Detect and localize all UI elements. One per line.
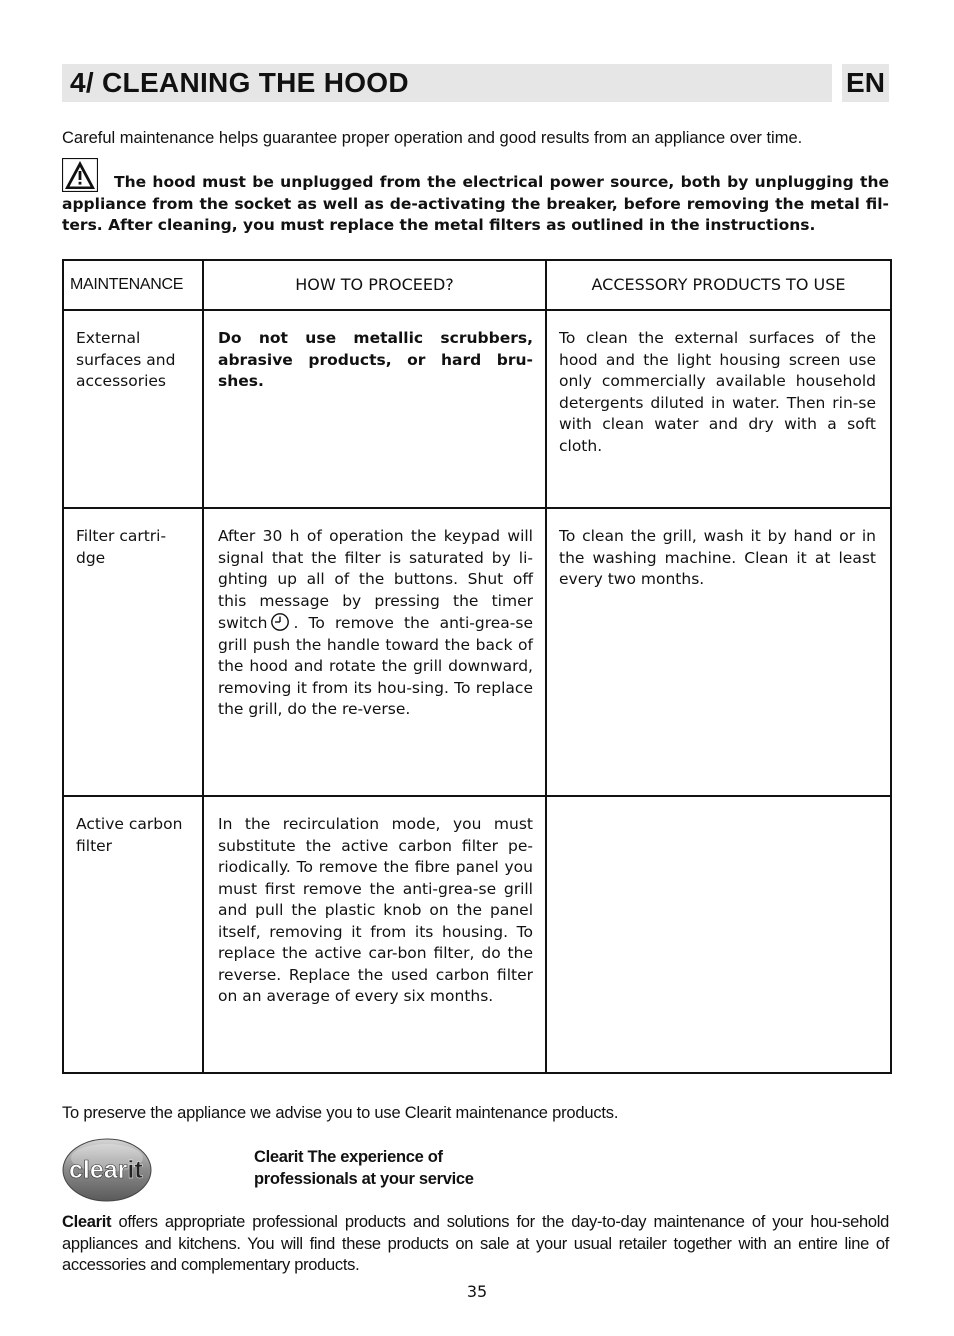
language-code: EN bbox=[846, 67, 885, 98]
table-row bbox=[63, 310, 891, 508]
row-item-external-surfaces: External surfaces and accessories bbox=[63, 310, 203, 508]
row-accessory-filter-cartridge: To clean the grill, wash it by hand or in the washing machine. Clean it at least every two months. bbox=[546, 508, 891, 796]
closing-brand: Clearit bbox=[62, 1213, 112, 1231]
page-number: 35 bbox=[466, 1282, 488, 1301]
table-row bbox=[63, 508, 891, 796]
row-how-filter-cartridge bbox=[203, 508, 546, 796]
clearit-tagline bbox=[254, 1146, 554, 1190]
row-how-active-carbon-filter: In the recirculation mode, you must substitute the active carbon filter pe-riodically. To remove the fibre panel you must first remove the anti-grea-se grill and pull the plastic knob on the panel itself, removing it from its housing. To replace the active car-bon filter, do the reverse. Replace the used carbon filter on an average of every six months. bbox=[203, 796, 546, 1073]
row-item-filter-cartridge: Filter cartri-dge bbox=[63, 508, 203, 796]
logo-text-it: it bbox=[127, 1156, 143, 1184]
table-row bbox=[63, 796, 891, 1073]
warning-triangle-icon bbox=[62, 158, 98, 192]
page-title: 4/ CLEANING THE HOOD bbox=[70, 67, 409, 98]
clearit-logo bbox=[62, 1138, 152, 1202]
closing-text: offers appropriate professional products and solutions for the day-to-day maintenance of your hou-sehold appliances and kitchens. You will find these products on sale at your usual retailer together with an entire line of accessories and complementary products. bbox=[62, 1213, 889, 1274]
row-how-external-surfaces: Do not use metallic scrubbers, abrasive products, or hard bru-shes. bbox=[203, 310, 546, 508]
warning-block bbox=[62, 158, 889, 237]
section-title-bar bbox=[62, 64, 832, 102]
svg-text:clearit bbox=[69, 1156, 143, 1184]
how-text-part-2: . To remove the anti-grea-se grill push the handle toward the back of the hood and rotate the grill downward, removing it from its hou-sing. To replace the grill, do the re-verse. bbox=[218, 614, 533, 718]
header-how-to-proceed: HOW TO PROCEED? bbox=[203, 260, 546, 310]
language-badge bbox=[842, 64, 889, 102]
logo-text-clear: clear bbox=[69, 1156, 128, 1184]
table-header-row bbox=[63, 260, 891, 310]
preserve-paragraph: To preserve the appliance we advise you to use Clearit maintenance products. bbox=[62, 1104, 619, 1122]
tagline-line-1: Clearit The experience of bbox=[254, 1148, 443, 1166]
warning-text: The hood must be unplugged from the electrical power source, both by unplugging the appliance from the socket as well as de-activating the breaker, before removing the metal fil-ters. After cleaning, you must replace the metal filters as outlined in the instructions. bbox=[62, 173, 889, 234]
row-accessory-external-surfaces: To clean the external surfaces of the hood and the light housing screen use only commercially available household detergents diluted in water. Then rin-se with clean water and dry with a soft cloth. bbox=[546, 310, 891, 508]
header-maintenance: MAINTENANCE bbox=[63, 260, 203, 310]
intro-paragraph: Careful maintenance helps guarantee proper operation and good results from an appliance over time. bbox=[62, 129, 803, 147]
how-text-part-1: After 30 h of operation the keypad will signal that the filter is saturated by li-ghting up all of the buttons. Shut off this message by pressing the timer switch bbox=[218, 527, 533, 632]
timer-icon bbox=[270, 612, 290, 632]
closing-paragraph bbox=[62, 1212, 889, 1277]
tagline-line-2: professionals at your service bbox=[254, 1170, 474, 1188]
header-accessory-products: ACCESSORY PRODUCTS TO USE bbox=[546, 260, 891, 310]
maintenance-table bbox=[62, 259, 892, 1074]
row-accessory-active-carbon-filter bbox=[546, 796, 891, 1073]
row-item-active-carbon-filter: Active carbon filter bbox=[63, 796, 203, 1073]
